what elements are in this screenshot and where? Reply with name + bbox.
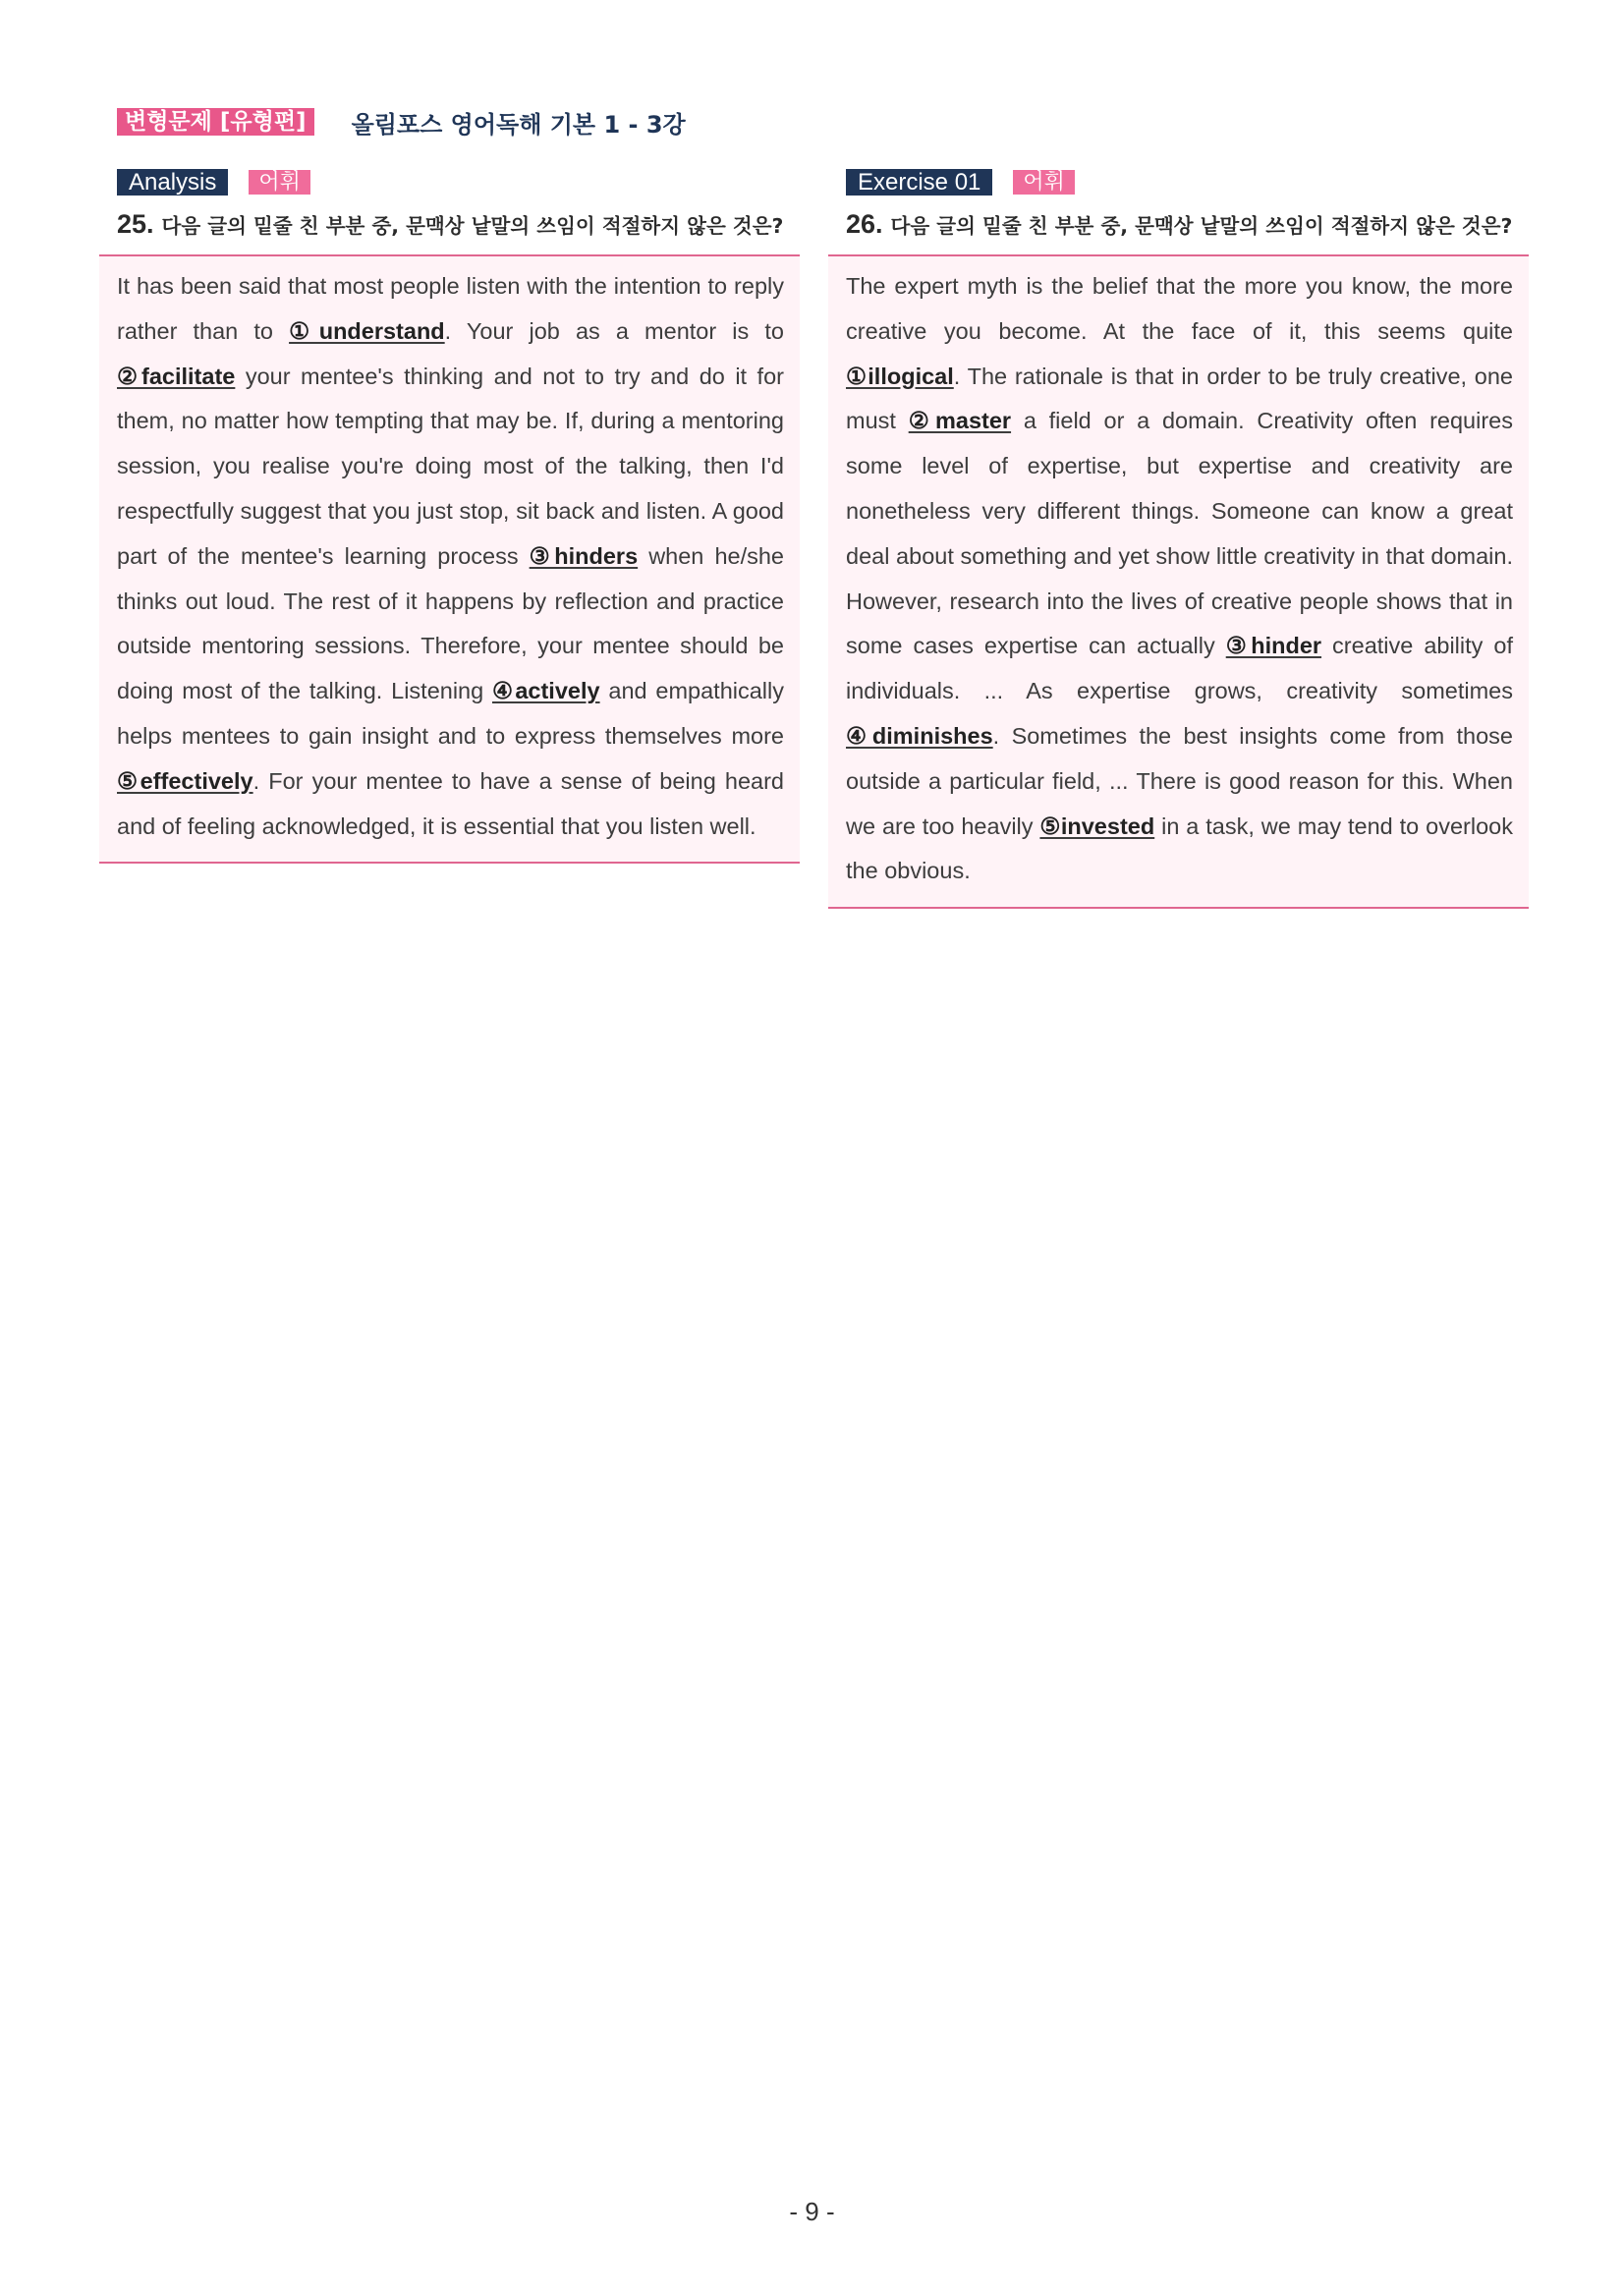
passage-text: in a task, we may tend to overlook the obvious.: [846, 812, 1513, 884]
type-label: 어휘: [249, 170, 310, 195]
question-25-column: [99, 169, 800, 864]
page-header: [117, 106, 686, 138]
passage-box: [828, 254, 1529, 909]
underlined-choice-4: ④diminishes: [846, 722, 993, 749]
passage-text: . Your job as a mentor is to: [444, 317, 784, 344]
section-label: Exercise 01: [846, 169, 992, 196]
underlined-choice-1: ①illogical: [846, 363, 954, 389]
passage-text: . For your mentee to have a sense of being heard and of feeling acknowledged, it is essential that you listen well.: [117, 767, 784, 839]
passage-text: creative ability of individuals. ... As expertise grows, creativity sometimes: [846, 633, 1513, 704]
underlined-choice-2: ②master: [908, 408, 1012, 434]
underlined-choice-3: ③hinder: [1225, 633, 1322, 659]
underlined-choice-2: ②facilitate: [117, 363, 236, 389]
question-text: 다음 글의 밑줄 친 부분 중, 문맥상 낱말의 쓰임이 적절하지 않은 것은?: [890, 214, 1513, 238]
passage-text: a field or a domain. Creativity often requires some level of expertise, but expertise and creativity are nonetheless very different things. Someone can know a great deal about something and yet show little creativity in that domain. However, research into the lives of creative people shows that in some cases expertise can actually: [846, 408, 1513, 659]
passage-box: [99, 254, 800, 864]
passage-text: your mentee's thinking and not to try and do it for them, no matter how tempting that may be. If, during a mentoring session, you realise you're doing most of the talking, then I'd respectfully suggest that you just stop, sit back and listen. A good part of the mentee's learning process: [117, 363, 784, 569]
question-number: 25.: [117, 209, 154, 239]
passage-text: and empathically helps mentees to gain insight and to express themselves more: [117, 678, 784, 749]
underlined-choice-5: ⑤invested: [1039, 812, 1155, 839]
question-prompt: [117, 205, 800, 245]
underlined-choice-1: ①understand: [289, 317, 445, 344]
question-text: 다음 글의 밑줄 친 부분 중, 문맥상 낱말의 쓰임이 적절하지 않은 것은?: [161, 214, 784, 238]
question-26-column: [828, 169, 1529, 909]
underlined-choice-3: ③hinders: [529, 542, 639, 569]
passage-text: . The rationale is that in order to be truly creative, one must: [846, 363, 1513, 434]
type-label: 어휘: [1013, 170, 1075, 195]
question-labels: [846, 169, 1529, 196]
passage-text: . Sometimes the best insights come from those outside a particular field, ... There is good reason for this. When we are too heavily: [846, 722, 1513, 839]
category-tag: 변형문제 [유형편]: [117, 108, 314, 136]
underlined-choice-5: ⑤effectively: [117, 767, 253, 794]
question-labels: [117, 169, 800, 196]
underlined-choice-4: ④actively: [492, 678, 600, 704]
page-title: 올림포스 영어독해 기본 1 - 3강: [351, 110, 686, 139]
section-label: Analysis: [117, 169, 228, 196]
passage-text: The expert myth is the belief that the more you know, the more creative you become. At the face of it, this seems quite: [846, 273, 1513, 344]
passage-text: It has been said that most people listen with the intention to reply rather than to: [117, 273, 784, 344]
question-number: 26.: [846, 209, 883, 239]
page-number: - 9 -: [789, 2197, 835, 2226]
question-prompt: [846, 205, 1529, 245]
passage-text: when he/she thinks out loud. The rest of it happens by reflection and practice outside mentoring sessions. Therefore, your mentee should be doing most of the talking. Listening: [117, 542, 784, 704]
